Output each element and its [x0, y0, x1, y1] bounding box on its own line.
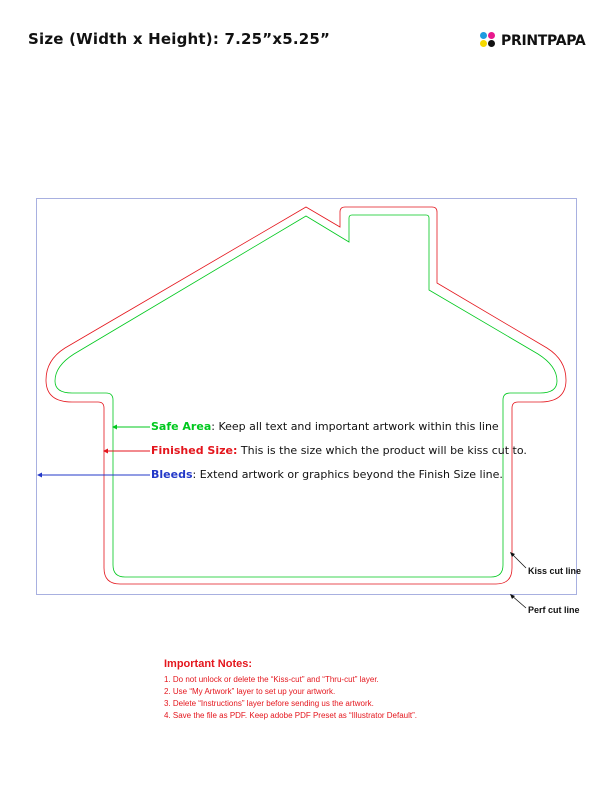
perf-cut-line: [37, 199, 577, 595]
important-notes: [164, 658, 417, 722]
legend-bleeds-desc: : Extend artwork or graphics beyond the Finish Size line.: [192, 468, 503, 481]
notes-item: 3. Delete “Instructions” layer before sending us the artwork.: [164, 699, 374, 708]
legend-bleeds: [151, 468, 503, 481]
notes-item: 4. Save the file as PDF. Keep adobe PDF Preset as “Illustrator Default”.: [164, 711, 418, 720]
legend-finished-size-key: Finished Size:: [151, 444, 238, 457]
notes-item: 2. Use “My Artwork” layer to set up your artwork.: [164, 687, 336, 696]
notes-title: Important Notes:: [164, 658, 252, 670]
legend-safe-area: [151, 420, 499, 433]
finished-size-line: [46, 207, 566, 584]
legend-finished-size-desc: This is the size which the product will be kiss cut to.: [237, 444, 527, 457]
legend-bleeds-key: Bleeds: [151, 468, 193, 481]
bleeds-arrowhead: [37, 473, 42, 478]
legend-safe-area-desc: : Keep all text and important artwork within this line: [211, 420, 499, 433]
notes-item: 1. Do not unlock or delete the “Kiss-cut” and “Thru-cut” layer.: [164, 675, 379, 684]
size-title: Size (Width x Height): 7.25”x5.25”: [28, 30, 331, 48]
kiss-cut-label: Kiss cut line: [528, 566, 582, 576]
perf-cut-label: Perf cut line: [528, 605, 580, 615]
legend-finished-size: [151, 444, 527, 457]
safe-area-line: [55, 215, 557, 577]
legend-safe-area-key: Safe Area: [151, 420, 212, 433]
logo-text: PRINTPAPA: [501, 33, 586, 49]
